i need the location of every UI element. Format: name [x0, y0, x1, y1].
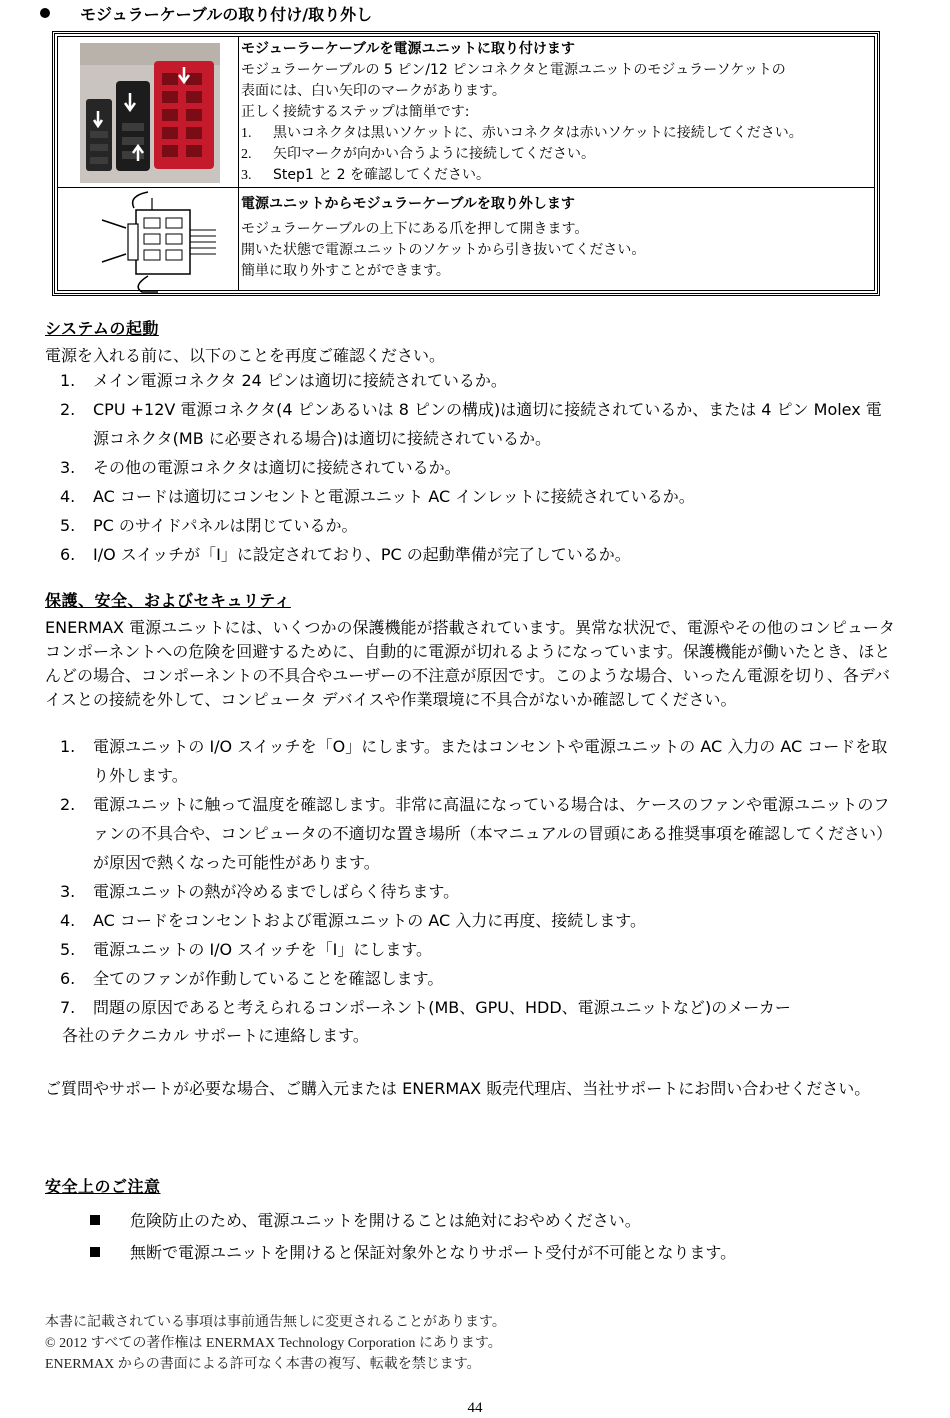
- connector-release-illustration: [98, 190, 218, 294]
- item7-continuation: 各社のテクニカル サポートに連絡します。: [62, 1026, 369, 1045]
- detach-line: 簡単に取り外すことができます。: [241, 263, 450, 279]
- connector-drawing: [58, 188, 239, 290]
- protection-title: 保護、安全、およびセキュリティ: [45, 591, 291, 610]
- bullet-icon: [40, 8, 50, 18]
- list-item: 5. 電源ユニットの I/O スイッチを「I」にします。: [60, 940, 433, 959]
- attach-title: モジューラーケーブルを電源ユニットに取り付けます: [241, 41, 575, 57]
- list-item: 6. 全てのファンが作動していることを確認します。: [60, 969, 444, 988]
- copyright-footer: 本書に記載されている事項は事前通告無しに変更されることがあります。 © 2012 すべての著作権は ENERMAX Technology Corporation にあります。 ENERMAX からの書面による許可なく本書の複写、転載を禁じます。: [45, 1315, 506, 1372]
- startup-intro: 電源を入れる前に、以下のことを再度ご確認ください。: [45, 346, 446, 365]
- safety-item: 危険防止のため、電源ユニットを開けることは絶対におやめください。: [90, 1208, 641, 1231]
- startup-title: システムの起動: [45, 319, 159, 338]
- list-item: 2. CPU +12V 電源コネクタ(4 ピンあるいは 8 ピンの構成)は適切に接続されているか、または 4 ピン Molex 電源コネクタ(MB に必要される場合)は適切に接続されているか。: [60, 400, 882, 448]
- list-item: 6. I/O スイッチが「I」に設定されており、PC の起動準備が完了しているか。: [60, 545, 631, 564]
- square-bullet-icon: [90, 1215, 100, 1225]
- contact-text: ご質問やサポートが必要な場合、ご購入元または ENERMAX 販売代理店、当社サポートにお問い合わせください。: [45, 1079, 871, 1098]
- list-item: 2. 電源ユニットに触って温度を確認します。非常に高温になっている場合は、ケースのファンや電源ユニットのファンの不具合や、コンピュータの不適切な置き場所（本マニュアルの冒頭にある推奨事項を確認してください）が原因で熱くなった可能性があります。: [60, 795, 893, 872]
- table-row-detach: [58, 188, 874, 290]
- detach-line: 開いた状態で電源ユニットのソケットから引き抜いてください。: [241, 242, 646, 258]
- protection-list: [60, 732, 895, 1022]
- attach-line: 正しく接続するステップは簡単です:: [241, 104, 470, 120]
- protection-intro: ENERMAX 電源ユニットには、いくつかの保護機能が搭載されています。異常な状況で、電源やその他のコンピュータ コンポーネントへの危険を回避するために、自動的に電源が切れるようになっています。保護機能が働いたとき、ほとんどの場合、コンポーネントの不具合やユーザーの不注意が原因です。このような場合、いったん電源を切り、各デバイスとの接続を外して、コンピュータ デバイスや作業環境に不具合がないか確認してください。: [45, 618, 895, 709]
- square-bullet-icon: [90, 1247, 100, 1257]
- attach-line: モジュラーケーブルの 5 ピン/12 ピンコネクタと電源ユニットのモジュラーソケットの: [241, 62, 786, 78]
- attach-step: 3. Step1 と 2 を確認してください。: [241, 167, 491, 183]
- attach-line: 表面には、白い矢印のマークがあります。: [241, 83, 506, 99]
- attach-step: 1. 黒いコネクタは黒いソケットに、赤いコネクタは赤いソケットに接続してください。: [241, 125, 803, 141]
- list-item: 7. 問題の原因であると考えられるコンポーネント(MB、GPU、HDD、電源ユニットなど)のメーカー: [60, 998, 791, 1017]
- list-item: 5. PC のサイドパネルは閉じているか。: [60, 516, 358, 535]
- startup-list: [60, 366, 895, 569]
- detach-line: モジュラーケーブルの上下にある爪を押して開きます。: [241, 221, 589, 237]
- list-item: 4. AC コードをコンセントおよび電源ユニットの AC 入力に再度、接続します。: [60, 911, 647, 930]
- list-item: 4. AC コードは適切にコンセントと電源ユニット AC インレットに接続されているか。: [60, 487, 695, 506]
- list-item: 1. メイン電源コネクタ 24 ピンは適切に接続されているか。: [60, 371, 507, 390]
- table-row-attach: [58, 37, 874, 188]
- safety-title: 安全上のご注意: [45, 1177, 161, 1196]
- list-item: 3. その他の電源コネクタは適切に接続されているか。: [60, 458, 461, 477]
- detach-title: 電源ユニットからモジュラーケーブルを取り外します: [241, 196, 575, 212]
- safety-item: 無断で電源ユニットを開けると保証対象外となりサポート受付が不可能となります。: [90, 1240, 736, 1263]
- page-number: 44: [467, 1400, 483, 1416]
- list-item: 1. 電源ユニットの I/O スイッチを「O」にします。またはコンセントや電源ユニットの AC 入力の AC コードを取り外します。: [60, 737, 888, 785]
- section-heading-modular: モジュラーケーブルの取り付け/取り外し: [40, 2, 372, 25]
- connector-photo: [58, 37, 239, 187]
- attach-step: 2. 矢印マークが向かい合うように接続してください。: [241, 146, 595, 162]
- modular-connector-illustration: [80, 43, 220, 183]
- modular-cable-table: [52, 31, 880, 296]
- list-item: 3. 電源ユニットの熱が冷めるまでしばらく待ちます。: [60, 882, 460, 901]
